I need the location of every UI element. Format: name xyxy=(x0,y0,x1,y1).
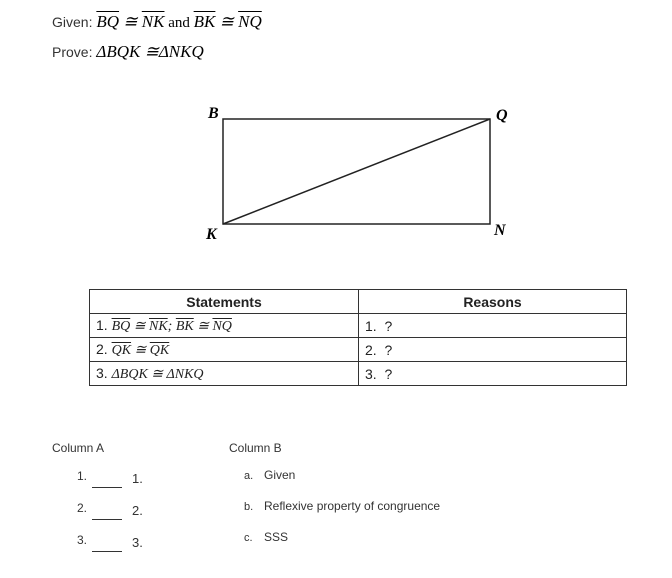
segment-nk: $\overline{NK}$ xyxy=(148,318,168,334)
reason-cell xyxy=(359,314,627,338)
reason-number: 2. xyxy=(365,341,377,358)
segment-bk: $\overline{BK}$ xyxy=(175,318,194,334)
table-row xyxy=(90,338,627,362)
column-b-heading: Column B xyxy=(229,441,282,455)
answer-3: 3. xyxy=(132,535,143,550)
option-text: Reflexive property of congruence xyxy=(264,499,441,513)
diagonal-kq xyxy=(223,119,490,224)
statements-header: Statements xyxy=(90,290,359,314)
answer-blank-2[interactable] xyxy=(92,518,122,520)
prove-statement xyxy=(52,42,204,62)
triangle-congruence-statement: ΔBQK ≅ ΔNKQ xyxy=(111,366,204,382)
vertex-label-b: B xyxy=(208,105,219,122)
given-statement xyxy=(52,12,262,32)
vertex-label-q: Q xyxy=(496,107,508,124)
row-number: 2. xyxy=(96,340,112,357)
congruent-symbol: ≅ xyxy=(193,318,213,334)
answer-blank-3[interactable] xyxy=(92,550,122,552)
column-b-item xyxy=(244,468,295,482)
vertex-label-n: N xyxy=(494,222,506,239)
column-a-heading: Column A xyxy=(52,441,105,455)
column-a-item-number: 3. xyxy=(77,533,88,547)
separator: ; xyxy=(167,318,176,334)
reason-number: 1. xyxy=(365,317,377,334)
segment-bq: $\overline{BQ}$ xyxy=(96,12,120,31)
option-letter: b. xyxy=(244,501,254,513)
option-letter: c. xyxy=(244,532,253,544)
reasons-header: Reasons xyxy=(359,290,627,314)
segment-nq: $\overline{NQ}$ xyxy=(212,318,232,334)
congruent-symbol: ≅ xyxy=(131,342,150,358)
segment-nq: $\overline{NQ}$ xyxy=(238,12,262,31)
statement-cell xyxy=(90,338,359,362)
reason-cell xyxy=(359,362,627,386)
congruent-symbol: ≅ xyxy=(130,318,149,334)
table-row xyxy=(90,362,627,386)
and-word: and xyxy=(164,15,194,31)
prove-goal: ΔBQK ≅ΔNKQ xyxy=(96,42,204,61)
reason-number: 3. xyxy=(365,365,377,382)
column-a-item-number: 2. xyxy=(77,501,88,515)
row-number: 3. xyxy=(96,364,112,381)
reason-text: ? xyxy=(384,317,393,334)
congruent-symbol: ≅ xyxy=(215,12,239,31)
answer-1: 1. xyxy=(132,471,143,486)
column-b-item xyxy=(244,530,288,544)
segment-qk: $\overline{QK}$ xyxy=(149,342,170,358)
reason-cell xyxy=(359,338,627,362)
prove-label: Prove: xyxy=(52,44,93,60)
option-text: Given xyxy=(264,468,296,482)
statement-cell xyxy=(90,362,359,386)
table-row xyxy=(90,314,627,338)
vertex-label-k: K xyxy=(206,226,217,243)
option-text: SSS xyxy=(264,530,289,544)
reason-text: ? xyxy=(384,365,393,382)
rectangle-figure xyxy=(200,98,530,248)
answer-blank-1[interactable] xyxy=(92,486,122,488)
option-letter: a. xyxy=(244,470,254,482)
table-header-row xyxy=(90,290,627,314)
congruent-symbol: ≅ xyxy=(119,12,142,31)
answer-2: 2. xyxy=(132,503,143,518)
statement-cell xyxy=(90,314,359,338)
segment-bq: $\overline{BQ}$ xyxy=(111,318,131,334)
segment-nk: $\overline{NK}$ xyxy=(141,12,165,31)
column-b-item xyxy=(244,499,440,513)
segment-qk: $\overline{QK}$ xyxy=(111,342,132,358)
given-label: Given: xyxy=(52,14,93,30)
reason-text: ? xyxy=(384,341,393,358)
row-number: 1. xyxy=(96,316,112,333)
column-a-item-number: 1. xyxy=(77,469,88,483)
segment-bk: $\overline{BK}$ xyxy=(193,12,216,31)
proof-table xyxy=(89,289,627,386)
